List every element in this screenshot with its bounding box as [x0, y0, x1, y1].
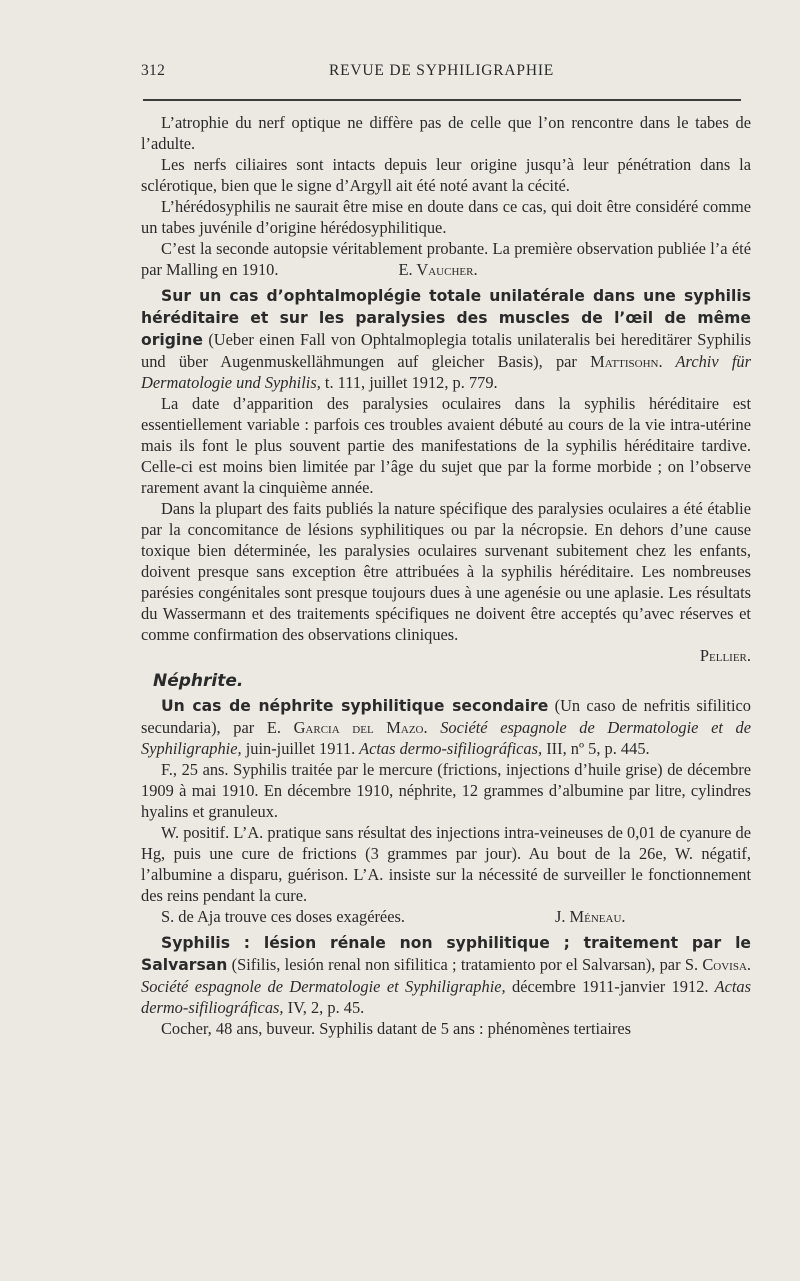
- article-2-paragraph-3: [141, 906, 751, 927]
- signature-meneau: J. Méneau.: [554, 907, 626, 926]
- page-number: 312: [141, 62, 166, 79]
- article-3-title: Syphilis : lésion rénale non syphilitique ; traitement par le Salvarsan: [141, 934, 751, 974]
- running-header: [141, 62, 741, 92]
- intro-paragraph-1: L’atrophie du nerf optique ne diffère pas de celle que l’on rencontre dans le tabes de l’adulte.: [141, 113, 751, 153]
- article-1-heading: [141, 285, 751, 393]
- running-title: REVUE DE SYPHILIGRAPHIE: [329, 62, 555, 79]
- intro-paragraph-4-text: C’est la seconde autopsie véritablement probante. La première observation publiée l’a été par Malling en 1910.: [141, 239, 751, 279]
- article-2-title: Un cas de néphrite syphilitique secondaire: [161, 697, 549, 715]
- article-1-title: Sur un cas d’ophtalmoplégie totale unilatérale dans une syphilis héréditaire et sur les paralysies des muscles de l’œil de même origine: [141, 287, 751, 349]
- article-1-ref-pre: (Ueber einen Fall von Ophtalmoplegia totalis unilateralis bei hereditärer Syphilis und über Augenmuskellähmungen auf gleicher Basis), par: [141, 330, 751, 371]
- article-2-heading: [141, 695, 751, 759]
- article-3-ref-pre: (Sifilis, lesión renal non sifilitica ; tratamiento por el Salvarsan), par S.: [227, 955, 703, 974]
- article-1-journal: Archiv für Dermatologie und Syphilis,: [141, 352, 752, 392]
- article-2-ref-post: III, nº 5, p. 445.: [542, 739, 650, 758]
- article-3-ref-post: IV, 2, p. 45.: [283, 998, 365, 1017]
- section-heading-nephrite: Néphrite.: [153, 671, 244, 691]
- article-1-author: Mattisohn.: [590, 352, 663, 371]
- article-2-author: Garcia del Mazo.: [293, 718, 428, 737]
- intro-paragraph-2: Les nerfs ciliaires sont intacts depuis leur origine jusqu’à leur pénétration dans la sclérotique, bien que le signe d’Argyll ait été noté avant la cécité.: [141, 155, 751, 195]
- article-3-ref-mid: décembre 1911-janvier 1912.: [505, 977, 709, 996]
- signature-vaucher: E. Vaucher.: [398, 260, 478, 279]
- article-2-paragraph-3-text: S. de Aja trouve ces doses exagérées.: [161, 907, 405, 926]
- article-3-heading: [141, 932, 751, 1018]
- article-3-paragraph-1: Cocher, 48 ans, buveur. Syphilis datant de 5 ans : phénomènes tertiaires: [161, 1019, 632, 1038]
- signature-pellier: Pellier.: [699, 646, 751, 665]
- article-2-journal: Société espagnole de Dermatologie et de Syphiligraphie,: [141, 718, 752, 758]
- intro-paragraph-4: [141, 238, 751, 280]
- article-3-journal-2: Actas dermo-sifiliográficas,: [141, 977, 751, 1017]
- article-1-paragraph-2: Dans la plupart des faits publiés la nature spécifique des paralysies oculaires a été établie par la concomitance de lésions syphilitiques ou par la nécropsie. En dehors d’une cause toxique bien déterminée, les paralysies oculaires survenant subitement chez les enfants, doivent presque sans exception être attribuées à la syphilis héréditaire. Les nombreuses parésies congénitales sont presque toujours dues à une agenésie ou une aplasie. Les résultats du Wassermann et des traitements spécifiques ne doivent être acceptés qu’avec réserves et comme confirmation des observations cliniques.: [141, 499, 751, 644]
- header-rule: [143, 99, 741, 101]
- article-2-ref-pre: (Un caso de nefritis sifilitico secundaria), par E.: [141, 696, 751, 737]
- article-3-journal: Société espagnole de Dermatologie et Syphiligraphie,: [141, 977, 506, 996]
- article-2-ref-mid: juin-juillet 1911.: [241, 739, 356, 758]
- article-2-journal-2: Actas dermo-sifiliográficas,: [355, 739, 543, 758]
- page-body: [141, 112, 751, 1039]
- article-ophtalmoplegie: [141, 285, 751, 666]
- article-1-ref-post: t. 111, juillet 1912, p. 779.: [320, 373, 498, 392]
- article-2-paragraph-1: F., 25 ans. Syphilis traitée par le mercure (frictions, injections d’huile grise) de décembre 1909 à mai 1910. En décembre 1910, néphrite, 12 grammes d’albumine par litre, cylindres hyalins et granuleux.: [141, 760, 751, 821]
- article-2-paragraph-2: W. positif. L’A. pratique sans résultat des injections intra-veineuses de 0,01 de cyanure de Hg, puis une cure de frictions (3 grammes par jour). Au bout de la 26e, W. négatif, l’albumine a disparu, guérison. L’A. insiste sur la nécessité de surveiller le fonctionnement des reins pendant la cure.: [141, 823, 751, 905]
- article-1-paragraph-1: La date d’apparition des paralysies oculaires dans la syphilis héréditaire est essentiellement variable : parfois ces troubles avaient débuté au cours de la vie intra-utérine mais ils font le plus souvent partie des manifestations de la syphilis héréditaire tardive. Celle-ci est moins bien limitée par l’âge du sujet que par la forme morbide ; on l’observe rarement avant la cinquième année.: [141, 394, 751, 497]
- intro-paragraph-3: L’hérédosyphilis ne saurait être mise en doute dans ce cas, qui doit être considéré comme un tabes juvénile d’origine hérédosyphilitique.: [141, 197, 751, 237]
- article-nephrite: [141, 695, 751, 927]
- article-salvarsan: [141, 932, 751, 1039]
- article-3-author: Covisa.: [702, 955, 751, 974]
